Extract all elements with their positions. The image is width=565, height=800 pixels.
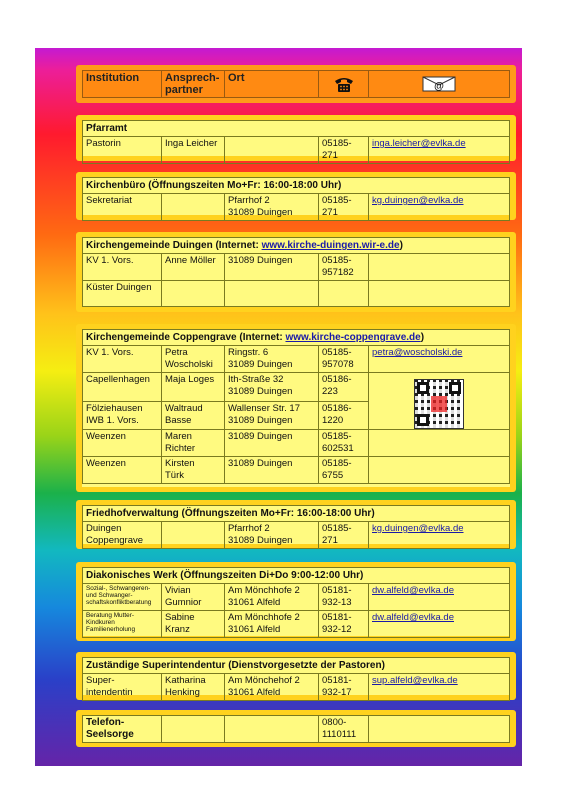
table-row [83, 281, 510, 307]
website-link-coppengrave[interactable]: www.kirche-coppengrave.de [285, 332, 421, 343]
cell-phone: 05185- 271 [319, 137, 369, 164]
cell-phone: 05181- 932-13 [319, 584, 369, 611]
table-diakonie [82, 583, 510, 638]
cell-phone: 05186- 1220 [319, 401, 369, 430]
table-row [83, 611, 510, 638]
cell-function: KV 1. Vors. [83, 254, 162, 281]
cell-email [369, 430, 510, 457]
cell-function: Beratung Mutter- Kindkuren Familienerholung [83, 611, 162, 638]
cell-contact: Kirsten Türk [162, 457, 225, 484]
section-kirchenbuero [76, 172, 516, 220]
cell-email [369, 254, 510, 281]
email-link[interactable]: kg.duingen@evlka.de [372, 523, 464, 534]
cell-phone: 05185- 6755 [319, 457, 369, 484]
cell-contact: Petra Woscholski [162, 346, 225, 373]
cell-phone [319, 281, 369, 307]
cell-phone: 05185- 957078 [319, 346, 369, 373]
cell-function: KV 1. Vors. [83, 346, 162, 373]
cell-contact: Waltraud Basse [162, 401, 225, 430]
email-link[interactable]: kg.duingen@evlka.de [372, 195, 464, 206]
cell-address: Am Mönchhofe 2 31061 Alfeld [225, 611, 319, 638]
cell-contact: Maja Loges [162, 373, 225, 402]
cell-function: Capellenhagen [83, 373, 162, 402]
cell-phone: 05185- 957182 [319, 254, 369, 281]
cell-contact: Sabine Kranz [162, 611, 225, 638]
section-seelsorge [76, 710, 516, 747]
header-table [82, 70, 510, 98]
table-row [83, 346, 510, 373]
section-title-friedhof: Friedhofverwaltung (Öffnungszeiten Mo+Fr: 16:00-18:00 Uhr) [82, 505, 510, 521]
table-row [83, 522, 510, 549]
table-row [83, 457, 510, 484]
header-institution: Institution [83, 71, 162, 98]
table-superintendentur [82, 673, 510, 701]
header-place: Ort [225, 71, 319, 98]
cell-email [369, 281, 510, 307]
cell-contact: Vivian Gumnior [162, 584, 225, 611]
table-row [83, 373, 510, 402]
cell-function: Pastorin [83, 137, 162, 164]
cell-address: Ringstr. 6 31089 Duingen [225, 346, 319, 373]
cell-email [369, 457, 510, 484]
table-kirchenbuero [82, 193, 510, 221]
cell-phone: 05185- 271 [319, 194, 369, 221]
section-diakonie [76, 562, 516, 641]
cell-address [225, 137, 319, 164]
email-envelope-icon [372, 72, 506, 96]
section-title-kirchenbuero: Kirchenbüro (Öffnungszeiten Mo+Fr: 16:00-18:00 Uhr) [82, 177, 510, 193]
section-title-coppengrave: Kirchengemeinde Coppengrave (Internet: www.kirche-coppengrave.de) [82, 329, 510, 345]
qr-code-cell [369, 373, 510, 430]
cell-contact [162, 194, 225, 221]
section-title-superintendentur: Zuständige Superintendentur (Dienstvorgesetzte der Pastoren) [82, 657, 510, 673]
header-box [76, 65, 516, 103]
cell-contact: Inga Leicher [162, 137, 225, 164]
section-title-diakonie: Diakonisches Werk (Öffnungszeiten Di+Do 9:00-12:00 Uhr) [82, 567, 510, 583]
table-row [83, 716, 510, 743]
section-title-pfarramt: Pfarramt [82, 120, 510, 136]
table-coppengrave [82, 345, 510, 484]
cell-address [225, 281, 319, 307]
cell-function: Weenzen [83, 430, 162, 457]
cell-phone: 05185- 602531 [319, 430, 369, 457]
email-link[interactable]: sup.alfeld@evlka.de [372, 675, 458, 686]
cell-function: Küster Duingen [83, 281, 162, 307]
cell-email [369, 716, 510, 743]
cell-contact [162, 281, 225, 307]
email-link[interactable]: dw.alfeld@evlka.de [372, 585, 454, 596]
cell-contact: Maren Richter [162, 430, 225, 457]
table-seelsorge [82, 715, 510, 743]
table-row [83, 137, 510, 164]
email-link[interactable]: petra@woscholski.de [372, 347, 463, 358]
cell-address: Wallenser Str. 17 31089 Duingen [225, 401, 319, 430]
cell-address: Pfarrhof 2 31089 Duingen [225, 522, 319, 549]
cell-phone: 05185- 271 [319, 522, 369, 549]
table-row [83, 194, 510, 221]
table-duingen [82, 253, 510, 307]
table-row [83, 430, 510, 457]
svg-text:@: @ [434, 81, 444, 92]
cell-phone: 05181- 932-17 [319, 674, 369, 701]
cell-function: Telefon- Seelsorge [83, 716, 162, 743]
header-mail [369, 71, 510, 98]
table-row [83, 584, 510, 611]
cell-address: Ith-Straße 32 31089 Duingen [225, 373, 319, 402]
table-row [83, 254, 510, 281]
telephone-icon [322, 72, 365, 96]
cell-address: Am Mönchhofe 2 31061 Alfeld [225, 584, 319, 611]
cell-contact [162, 522, 225, 549]
cell-function: Weenzen [83, 457, 162, 484]
email-link[interactable]: dw.alfeld@evlka.de [372, 612, 454, 623]
section-coppengrave [76, 324, 516, 492]
cell-address [225, 716, 319, 743]
cell-function: Sozial-, Schwangeren- und Schwanger- schaftskonfliktberatung [83, 584, 162, 611]
qr-code-icon [414, 379, 464, 429]
cell-address: 31089 Duingen [225, 254, 319, 281]
cell-contact: Katharina Henking [162, 674, 225, 701]
table-row [83, 674, 510, 701]
section-pfarramt [76, 115, 516, 161]
cell-phone: 0800- 1110111 [319, 716, 369, 743]
cell-address: Pfarrhof 2 31089 Duingen [225, 194, 319, 221]
cell-function: Duingen Coppengrave [83, 522, 162, 549]
table-friedhof [82, 521, 510, 549]
cell-contact: Anne Möller [162, 254, 225, 281]
flyer-page [35, 48, 522, 766]
cell-function: Fölziehausen IWB 1. Vors. [83, 401, 162, 430]
header-phone [319, 71, 369, 98]
header-contact: Ansprech- partner [162, 71, 225, 98]
cell-contact [162, 716, 225, 743]
cell-phone: 05181- 932-12 [319, 611, 369, 638]
table-pfarramt [82, 136, 510, 164]
cell-phone: 05186- 223 [319, 373, 369, 402]
email-link[interactable]: inga.leicher@evlka.de [372, 138, 466, 149]
section-title-duingen: Kirchengemeinde Duingen (Internet: www.kirche-duingen.wir-e.de) [82, 237, 510, 253]
cell-address: Am Mönchehof 2 31061 Alfeld [225, 674, 319, 701]
website-link-duingen[interactable]: www.kirche-duingen.wir-e.de [261, 240, 400, 251]
cell-address: 31089 Duingen [225, 457, 319, 484]
cell-function: Sekretariat [83, 194, 162, 221]
section-duingen [76, 232, 516, 312]
cell-function: Super- intendentin [83, 674, 162, 701]
section-superintendentur [76, 652, 516, 700]
cell-address: 31089 Duingen [225, 430, 319, 457]
section-friedhof [76, 500, 516, 549]
